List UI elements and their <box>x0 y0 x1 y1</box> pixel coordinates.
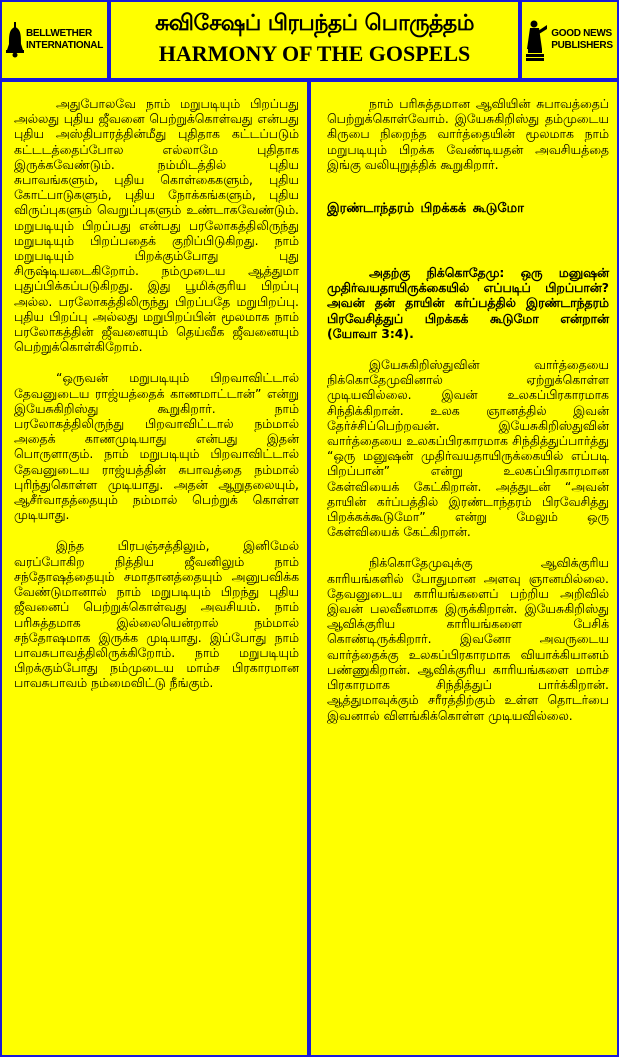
page-title-tamil: சுவிசேஷப் பிரபந்தப் பொருத்தம் <box>155 11 474 36</box>
trumpet-angel-icon <box>526 19 548 61</box>
scripture-quote: அதற்கு நிக்கொதேமு: ஒரு மனுஷன் முதிர்வயதாயிருக்கையில் எப்படிப் பிறப்பான்? அவன் தன் தாயின் கர்ப்பத்தில் இரண்டாந்தரம் பிரவேசித்துப் பிறக்கக் கூடுமோ என்றான் (யோவா 3:4). <box>327 265 609 341</box>
logo-line-1: GOOD NEWS <box>551 28 612 39</box>
paragraph: இயேசுகிறிஸ்துவின் வார்த்தையை நிக்கொதேமுவினால் ஏற்றுக்கொள்ள முடியவில்லை. இவன் உலகப்பிரகாரமாக சிந்திக்கிறான். உலக ஞானத்தில் இவன் தேர்ச்சிப்பெற்றவன். இயேசுகிறிஸ்துவின் வார்த்தையை உலகப்பிரகாரமாக சிந்தித்துப்பார்த்து “ஒரு மனுஷன் முதிர்வயதாயிருக்கையில் எப்படி பிறப்பான்” என்று உலகப்பிரகாரமான கேள்வியைக் கேட்கிறான். அத்துடன் “அவன் தாயின் கர்ப்பத்தில் இரண்டாந்தரம் பிரவேசித்து பிறக்கக்கூடுமோ” என்று மேலும் ஒரு கேள்வியைக் கேட்கிறான். <box>327 357 609 540</box>
title-area <box>111 2 518 78</box>
right-column <box>315 82 617 1055</box>
logo-line-2: INTERNATIONAL <box>25 40 104 51</box>
section-heading: இரண்டாந்தரம் பிறக்கக் கூடுமோ <box>327 201 524 217</box>
paragraph: நாம் பரிசுத்தமான ஆவியின் சுபாவத்தைப் பெற்றுக்கொள்வோம். இயேசுகிறிஸ்து தம்முடைய கிருபை நிறைந்த வார்த்தையின் மூலமாக நாம் மறுபடியும் பிறக்க வேண்டியதன் அவசியத்தை இங்கு வலியுறுத்திக் கூறுகிறார். <box>327 96 609 172</box>
paragraph: “ஒருவன் மறுபடியும் பிறவாவிட்டால் தேவனுடைய ராஜ்யத்தைக் காணமாட்டான்” என்று இயேசுகிறிஸ்து கூறுகிறார். நாம் பரலோகத்திலிருந்து பிறவாவிட்டால் நம்மால் அதைக் காணமுடியாது என்பது இதன் பொருளாகும். நாம் மறுபடியும் பிறவாவிட்டால் தேவனுடைய ராஜ்யத்தின் சுபாவத்தை நம்மால் புரிந்துகொள்ள முடியாது. அதன் ஆறுதலையும், ஆசீர்வாதத்தையும் நம்மால் பெற்றுக் கொள்ள முடியாது. <box>14 370 299 523</box>
header <box>2 2 617 82</box>
logo-line-2: PUBLISHERS <box>551 40 613 51</box>
paragraph: அதுபோலவே நாம் மறுபடியும் பிறப்பது அல்லது புதிய ஜீவனை பெற்றுக்கொள்வது என்பது புதிய அஸ்திபாரத்தின்மீது புதிதாக கட்டப்படும் கட்டடத்தைப்போல எல்லாமே புதிதாக இருக்கவேண்டும். நம்மிடத்தில் புதிய சுபாவங்களும், புதிய கொள்கைகளும், புதிய கோட்பாடுகளும், புதிய நோக்கங்களும், புதிய விருப்புகளும் வெறுப்புகளும் உண்டாகவேண்டும். மறுபடியும் பிறப்பது என்பது பரலோகத்திலிருந்து மறுபடியும் பிறப்பதைக் குறிப்பிடுகிறது. நாம் மறுபடியும் பிறக்கும்போது புது சிருஷ்டியடைகிறோம். நம்முடைய ஆத்துமா புதுப்பிக்கப்படுகிறது. இது பூமிக்குரிய பிறப்பு அல்ல. பரலோகத்திலிருந்து பிறப்பதே மறுபிறப்பு. புதிய பிறப்பு அல்லது மறுபிறப்பின் மூலமாக நாம் பரலோகத்தின் ஜீவனையும் தெய்வீக ஜீவனையும் பெற்றுக்கொள்கிறோம். <box>14 96 299 355</box>
paragraph: நிக்கொதேமுவுக்கு ஆவிக்குரிய காரியங்களில் போதுமான அளவு ஞானமில்லை. தேவனுடைய காரியங்களைப் பற்றிய அறிவில் இவன் பலவீனமாக இருக்கிறான். இயேசுகிறிஸ்து ஆவிக்குரிய காரியங்களை பேசிக் கொண்டிருக்கிறார். இவனோ அவருடைய வார்த்தைக்கு உலகப்பிரகாரமாக வியாக்கியானம் பண்ணுகிறான். ஆவிக்குரிய காரியங்களை மாம்ச பிரகாரமாக சிந்தித்துப் பார்க்கிறான். ஆத்துமாவுக்கும் சரீரத்திற்கும் உள்ள தொடர்பை இவனால் விளங்கிக்கொள்ள முடியவில்லை. <box>327 555 609 723</box>
bell-icon <box>6 22 24 58</box>
logo-line-1: BELLWETHER <box>25 28 92 39</box>
left-column <box>2 82 311 1055</box>
good-news-logo <box>518 2 617 78</box>
paragraph: இந்த பிரபஞ்சத்திலும், இனிமேல் வரப்போகிற நித்திய ஜீவனிலும் நாம் சந்தோஷத்தையும் சமாதானத்தையும் அனுபவிக்க வேண்டுமானால் நாம் மறுபடியும் பிறந்து புதிய ஜீவனைப் பெற்றுக்கொள்வது அவசியம். நாம் பரிசுத்தமாக இல்லையென்றால் நம்மால் சந்தோஷமாக இருக்க முடியாது. இப்போது நாம் பாவசுபாவத்திலிருக்கிறோம். நாம் மறுபடியும் பிறக்கும்போது நம்முடைய மாம்ச பிரகாரமான பாவசுபாவம் நம்மைவிட்டு நீங்கும். <box>14 538 299 691</box>
bellwether-logo <box>2 2 111 78</box>
page-title-english: HARMONY OF THE GOSPELS <box>158 41 471 66</box>
